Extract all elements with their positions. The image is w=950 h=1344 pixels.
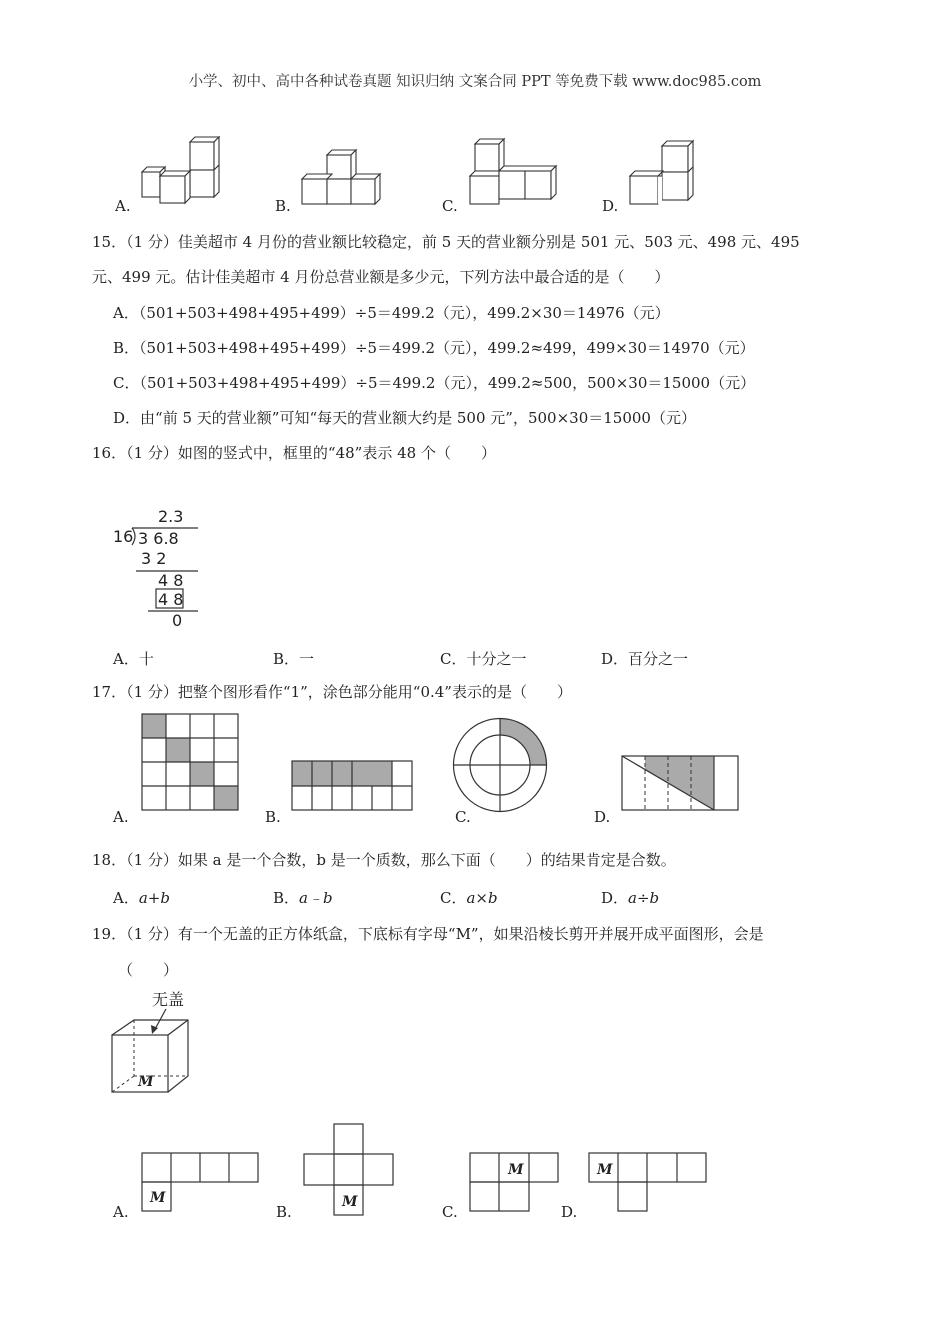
page-header: 小学、初中、高中各种试卷真题 知识归纳 文案合同 PPT 等免费下载 www.doc985.com [188, 74, 762, 90]
q17-figure-b-strip [292, 761, 412, 811]
q14-figure-d [630, 140, 700, 205]
q14-figure-c [470, 140, 560, 205]
q14-figure-b [302, 150, 387, 205]
division-remainder: 0 [172, 611, 183, 630]
q19-net-d [589, 1153, 709, 1213]
q17-label-d: D. [594, 808, 611, 826]
q18-option-d [601, 887, 659, 908]
q19-label-d: D. [561, 1203, 578, 1221]
q16-option-a: A．十 [113, 650, 154, 668]
q18-option-c-expr: a×b [466, 889, 498, 907]
division-step2: 4 8 [158, 571, 184, 590]
q18-option-b [273, 887, 333, 908]
division-boxed-48: 4 8 [158, 590, 184, 609]
q18-option-d-expr: a÷b [628, 889, 660, 907]
q17-label-a: A. [113, 808, 129, 826]
q19-label-c: C. [442, 1203, 458, 1221]
q19-stem-line1: 19．（1 分）有一个无盖的正方体纸盒，下底标有字母“M”，如果沿棱长剪开并展开成平面图形，会是 [92, 925, 764, 943]
division-dividend: 3 6.8 [138, 529, 179, 548]
q15-stem-line2: 元、499 元。估计佳美超市 4 月份总营业额是多少元，下列方法中最合适的是（ ） [92, 268, 670, 286]
q14-label-b: B. [275, 197, 291, 215]
division-divisor: 16 [113, 527, 134, 546]
q19-stem-line2: （ ） [118, 961, 179, 979]
q17-label-c: C. [455, 808, 471, 826]
q18-option-c [440, 887, 498, 908]
q19-label-a: A. [113, 1203, 129, 1221]
q17-label-b: B. [265, 808, 281, 826]
q18-option-a-expr: a+b [138, 889, 170, 907]
q15-option-c: C．（501+503+498+495+499）÷5＝499.2（元），499.2≈500，500×30＝15000（元） [113, 374, 756, 392]
division-quotient: 2.3 [158, 507, 184, 526]
q15-option-b: B．（501+503+498+495+499）÷5＝499.2（元），499.2≈499，499×30＝14970（元） [113, 339, 755, 357]
q15-option-a: A．（501+503+498+495+499）÷5＝499.2（元），499.2×30＝14976（元） [113, 304, 670, 322]
long-division-figure [108, 505, 208, 630]
q16-option-c: C．十分之一 [440, 650, 527, 668]
q17-figure-d-triangle [622, 756, 738, 810]
q19-label-b: B. [276, 1203, 292, 1221]
open-cube-figure [108, 1005, 193, 1095]
q17-figure-c-rings [453, 718, 547, 812]
q19-net-a [142, 1153, 258, 1213]
q14-label-c: C. [442, 197, 458, 215]
q17-figure-a-grid [142, 714, 238, 810]
q16-stem: 16．（1 分）如图的竖式中，框里的“48”表示 48 个（ ） [92, 444, 496, 462]
q18-option-b-expr: a﹣b [299, 889, 333, 907]
net-a-letter: M [150, 1190, 166, 1206]
q16-option-b: B．一 [273, 650, 315, 668]
cube-bottom-letter: M [138, 1074, 154, 1090]
q14-label-d: D. [602, 197, 619, 215]
q15-option-d: D．由“前 5 天的营业额”可知“每天的营业额大约是 500 元”，500×30＝15000（元） [113, 409, 696, 427]
net-b-letter: M [342, 1194, 358, 1210]
q18-stem: 18．（1 分）如果 a 是一个合数，b 是一个质数，那么下面（ ）的结果肯定是合数。 [92, 851, 676, 869]
q18-option-c-label: C． [440, 889, 467, 907]
q14-figure-a [140, 140, 225, 205]
q16-option-d: D．百分之一 [601, 650, 689, 668]
q15-stem-line1: 15．（1 分）佳美超市 4 月份的营业额比较稳定，前 5 天的营业额分别是 501 元、503 元、498 元、495 [92, 233, 800, 251]
net-c-letter: M [508, 1162, 524, 1178]
q18-option-b-label: B． [273, 889, 300, 907]
q17-stem: 17．（1 分）把整个图形看作“1”，涂色部分能用“0.4”表示的是（ ） [92, 683, 572, 701]
no-lid-label: 无盖 [152, 990, 185, 1009]
net-d-letter: M [597, 1162, 613, 1178]
q19-net-c [470, 1153, 560, 1213]
q18-option-a-label: A． [113, 889, 139, 907]
division-step1: 3 2 [141, 549, 167, 568]
q18-option-d-label: D． [601, 889, 629, 907]
q14-label-a: A. [115, 197, 131, 215]
q19-net-b [304, 1124, 394, 1216]
q18-option-a [113, 887, 170, 908]
